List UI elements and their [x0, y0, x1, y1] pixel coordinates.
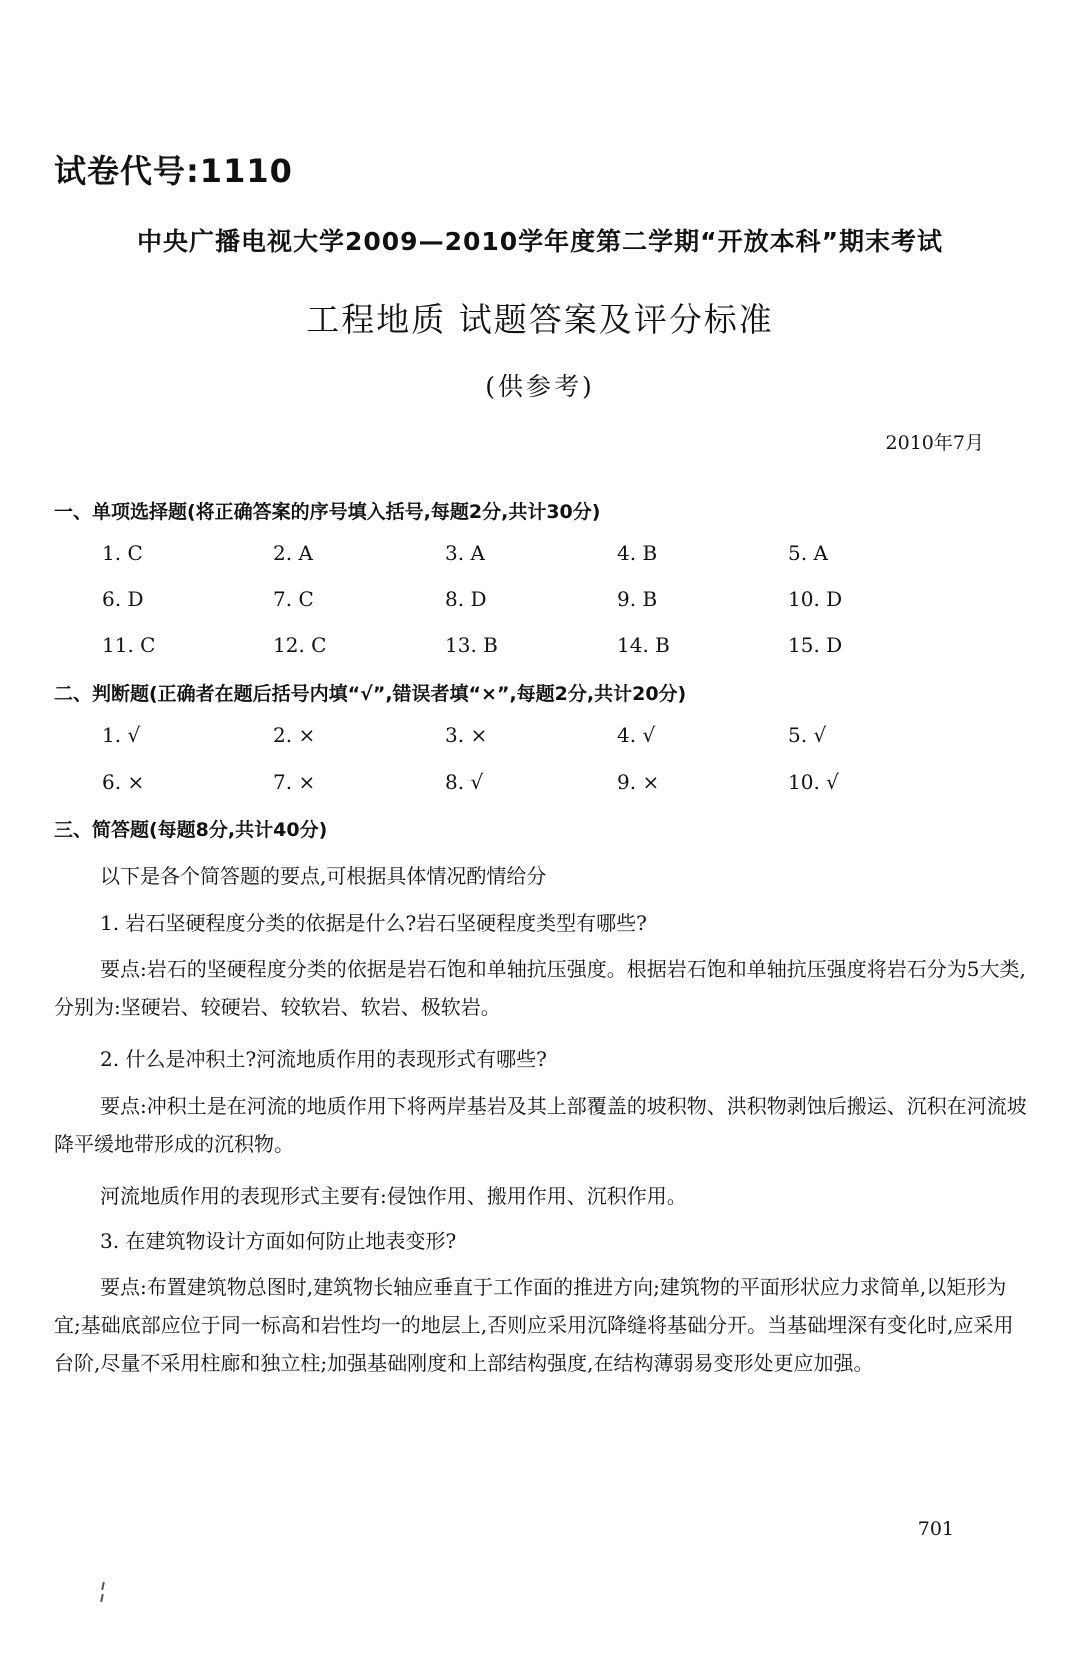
- answer-item: 2. A: [273, 541, 313, 565]
- answer-item: 8. D: [445, 587, 487, 611]
- section2-heading: 二、判断题(正确者在题后括号内填“√”,错误者填“×”,每题2分,共计20分): [54, 683, 687, 705]
- answer-3: 要点:布置建筑物总图时,建筑物长轴应垂直于工作面的推进方向;建筑物的平面形状应力求简单,以矩形为宜;基础底部应位于同一标高和岩性均一的地层上,否则应采用沉降缝将基础分开。当基础埋深有变化时,应采用台阶,尽量不采用柱廊和独立柱;加强基础刚度和上部结构强度,在结构薄弱易变形处更应加强。: [54, 1275, 1014, 1375]
- answer-item: 12. C: [273, 633, 327, 657]
- document-date: 2010年7月: [885, 432, 984, 454]
- answer-item: 15. D: [788, 633, 843, 657]
- answer-item: 6. D: [102, 587, 144, 611]
- question-3: 3. 在建筑物设计方面如何防止地表变形?: [100, 1229, 457, 1253]
- answer-item: 1. C: [102, 541, 143, 565]
- answer-item: 7. ×: [273, 770, 316, 794]
- answer-item: 4. √: [617, 723, 656, 747]
- answer-item: 9. ×: [617, 770, 660, 794]
- answer-item: 3. ×: [445, 723, 488, 747]
- answer-item: 8. √: [445, 770, 484, 794]
- paper-code: 试卷代号:1110: [54, 152, 293, 190]
- section1-row-1: [0, 541, 1080, 571]
- section2-row-1: [0, 723, 1080, 753]
- answer-2-extra: 河流地质作用的表现形式主要有:侵蚀作用、搬用作用、沉积作用。: [100, 1184, 687, 1208]
- answer-item: 1. √: [102, 723, 141, 747]
- question-1: 1. 岩石坚硬程度分类的依据是什么?岩石坚硬程度类型有哪些?: [100, 911, 647, 935]
- answer-item: 3. A: [445, 541, 485, 565]
- answer-item: 6. ×: [102, 770, 145, 794]
- section1-row-3: [0, 633, 1080, 663]
- answer-item: 10. D: [788, 587, 843, 611]
- answer-item: 4. B: [617, 541, 658, 565]
- answer-item: 7. C: [273, 587, 314, 611]
- answer-item: 5. A: [788, 541, 828, 565]
- answer-item: 10. √: [788, 770, 839, 794]
- question-2: 2. 什么是冲积土?河流地质作用的表现形式有哪些?: [100, 1047, 547, 1071]
- answer-item: 11. C: [102, 633, 156, 657]
- exam-title: 中央广播电视大学2009—2010学年度第二学期“开放本科”期末考试: [136, 227, 944, 256]
- answer-1: 要点:岩石的坚硬程度分类的依据是岩石饱和单轴抗压强度。根据岩石饱和单轴抗压强度将岩石分为5大类,分别为:坚硬岩、较硬岩、较软岩、软岩、极软岩。: [54, 957, 1026, 1019]
- answer-item: 5. √: [788, 723, 827, 747]
- section3-intro: 以下是各个简答题的要点,可根据具体情况酌情给分: [100, 864, 547, 888]
- page-number: 701: [917, 1518, 954, 1540]
- document-subtitle: (供参考): [485, 372, 595, 401]
- section1-row-2: [0, 587, 1080, 617]
- section2-row-2: [0, 770, 1080, 800]
- section3-heading: 三、简答题(每题8分,共计40分): [54, 819, 328, 841]
- answer-item: 13. B: [445, 633, 498, 657]
- answer-item: 14. B: [617, 633, 670, 657]
- answer-item: 2. ×: [273, 723, 316, 747]
- scan-mark: [102, 1582, 104, 1604]
- section1-heading: 一、单项选择题(将正确答案的序号填入括号,每题2分,共计30分): [54, 501, 601, 523]
- document-title: 工程地质 试题答案及评分标准: [306, 300, 774, 339]
- answer-item: 9. B: [617, 587, 658, 611]
- answer-2: 要点:冲积土是在河流的地质作用下将两岸基岩及其上部覆盖的坡积物、洪积物剥蚀后搬运、沉积在河流坡降平缓地带形成的沉积物。: [54, 1094, 1027, 1156]
